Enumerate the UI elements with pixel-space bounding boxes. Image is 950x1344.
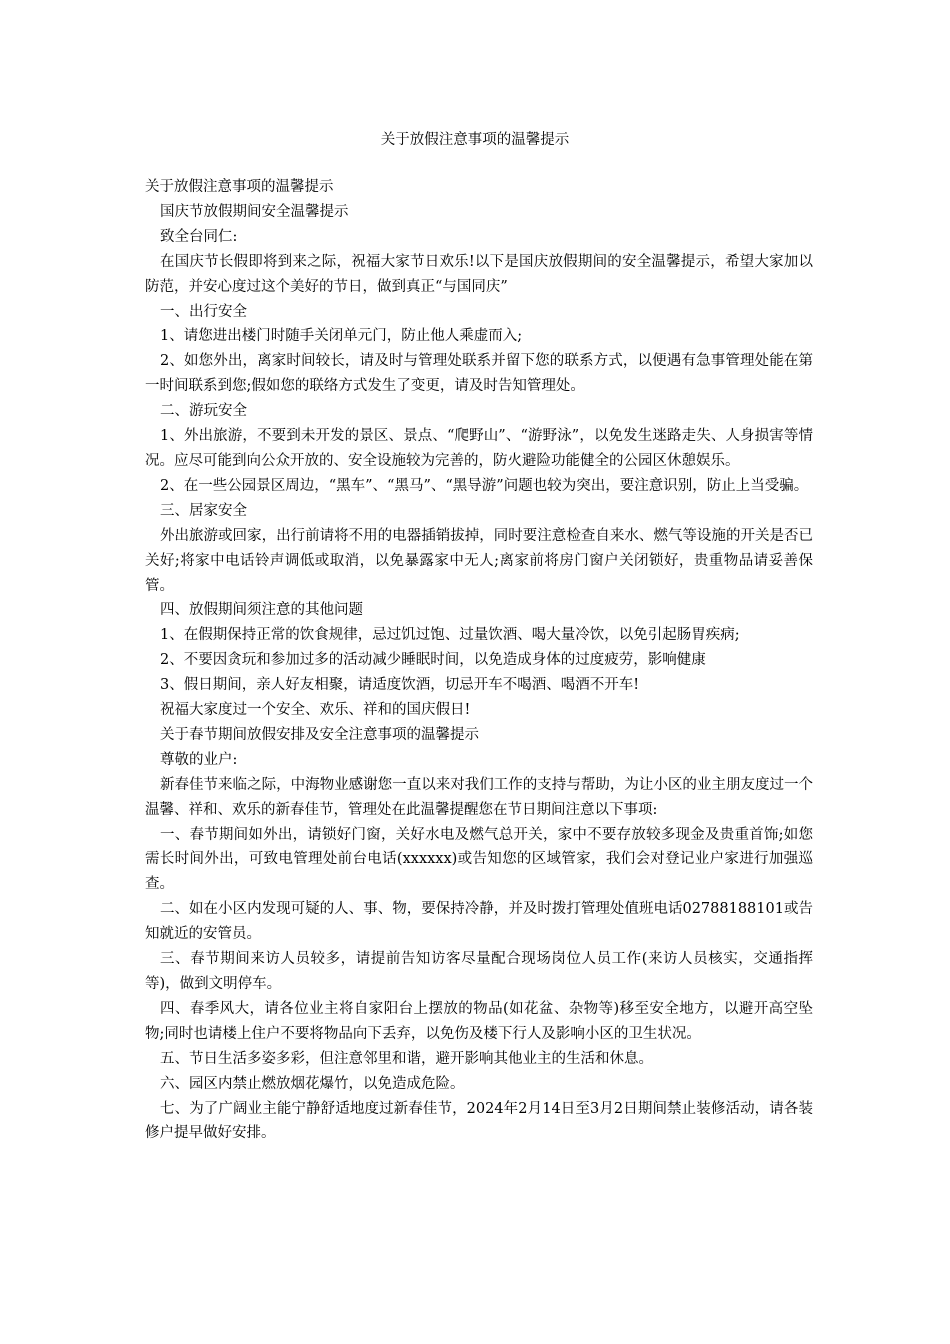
paragraph: 1、在假期保持正常的饮食规律，忌过饥过饱、过量饮酒、喝大量冷饮，以免引起肠胃疾病; xyxy=(160,627,740,644)
paragraph: 关于春节期间放假安排及安全注意事项的温馨提示 xyxy=(160,726,479,743)
paragraph: 四、放假期间须注意的其他问题 xyxy=(160,602,363,619)
paragraph: 2、如您外出，离家时间较长，请及时与管理处联系并留下您的联系方式，以便遇有急事管理处能在第一时间联系到您;假如您的联络方式发生了变更，请及时告知管理处。 xyxy=(145,353,813,395)
paragraph: 国庆节放假期间安全温馨提示 xyxy=(160,203,349,220)
paragraph: 1、请您进出楼门时随手关闭单元门，防止他人乘虚而入; xyxy=(160,328,523,345)
paragraph: 外出旅游或回家，出行前请将不用的电器插销拔掉，同时要注意检查自来水、燃气等设施的开关是否已关好;将家中电话铃声调低或取消，以免暴露家中无人;离家前将房门窗户关闭锁好，贵重物品请妥善保管。 xyxy=(145,527,813,594)
paragraph: 一、春节期间如外出，请锁好门窗，关好水电及燃气总开关，家中不要存放较多现金及贵重首饰;如您需长时间外出，可致电管理处前台电话(xxxxxx)或告知您的区域管家，我们会对登记业户家进行加强巡查。 xyxy=(145,826,813,893)
paragraph: 1、外出旅游，不要到未开发的景区、景点、“爬野山”、“游野泳”，以免发生迷路走失、人身损害等情况。应尽可能到向公众开放的、安全设施较为完善的，防火避险功能健全的公园区休憩娱乐。 xyxy=(145,428,813,469)
paragraph: 尊敬的业户: xyxy=(160,751,238,768)
paragraph: 一、出行安全 xyxy=(160,303,247,320)
paragraph: 致全台同仁: xyxy=(160,228,238,245)
document-title: 关于放假注意事项的温馨提示 xyxy=(380,132,570,148)
paragraph: 七、为了广阔业主能宁静舒适地度过新春佳节，2024年2月14日至3月2日期间禁止装修活动，请各装修户提早做好安排。 xyxy=(145,1100,813,1142)
paragraph: 关于放假注意事项的温馨提示 xyxy=(145,179,334,195)
paragraph: 二、如在小区内发现可疑的人、事、物，要保持冷静，并及时拨打管理处值班电话02788188101或告知就近的安管员。 xyxy=(145,901,813,943)
paragraph: 六、园区内禁止燃放烟花爆竹，以免造成危险。 xyxy=(160,1075,465,1092)
paragraph: 2、在一些公园景区周边，“黑车”、“黑马”、“黑导游”问题也较为突出，要注意识别，防止上当受骗。 xyxy=(160,477,809,494)
paragraph: 三、春节期间来访人员较多，请提前告知访客尽量配合现场岗位人员工作(来访人员核实，交通指挥等)，做到文明停车。 xyxy=(145,951,813,992)
paragraph: 五、节日生活多姿多彩，但注意邻里和谐，避开影响其他业主的生活和休息。 xyxy=(160,1050,653,1067)
paragraph: 2、不要因贪玩和参加过多的活动减少睡眠时间，以免造成身体的过度疲劳，影响健康 xyxy=(160,652,706,669)
paragraph: 新春佳节来临之际，中海物业感谢您一直以来对我们工作的支持与帮助，为让小区的业主朋友度过一个温馨、祥和、欢乐的新春佳节，管理处在此温馨提醒您在节日期间注意以下事项: xyxy=(145,776,813,818)
paragraph: 3、假日期间，亲人好友相聚，请适度饮酒，切忌开车不喝酒、喝酒不开车! xyxy=(160,677,640,694)
paragraph: 祝福大家度过一个安全、欢乐、祥和的国庆假日! xyxy=(160,702,471,719)
paragraph: 三、居家安全 xyxy=(160,502,247,519)
paragraph: 在国庆节长假即将到来之际，祝福大家节日欢乐!以下是国庆放假期间的安全温馨提示，希望大家加以防范，并安心度过这个美好的节日，做到真正“与国同庆” xyxy=(145,253,813,295)
paragraph: 四、春季风大，请各位业主将自家阳台上摆放的物品(如花盆、杂物等)移至安全地方，以避开高空坠物;同时也请楼上住户不要将物品向下丢弃，以免伤及楼下行人及影响小区的卫生状况。 xyxy=(145,1000,813,1042)
paragraph: 二、游玩安全 xyxy=(160,403,247,420)
document-body xyxy=(145,175,813,1146)
